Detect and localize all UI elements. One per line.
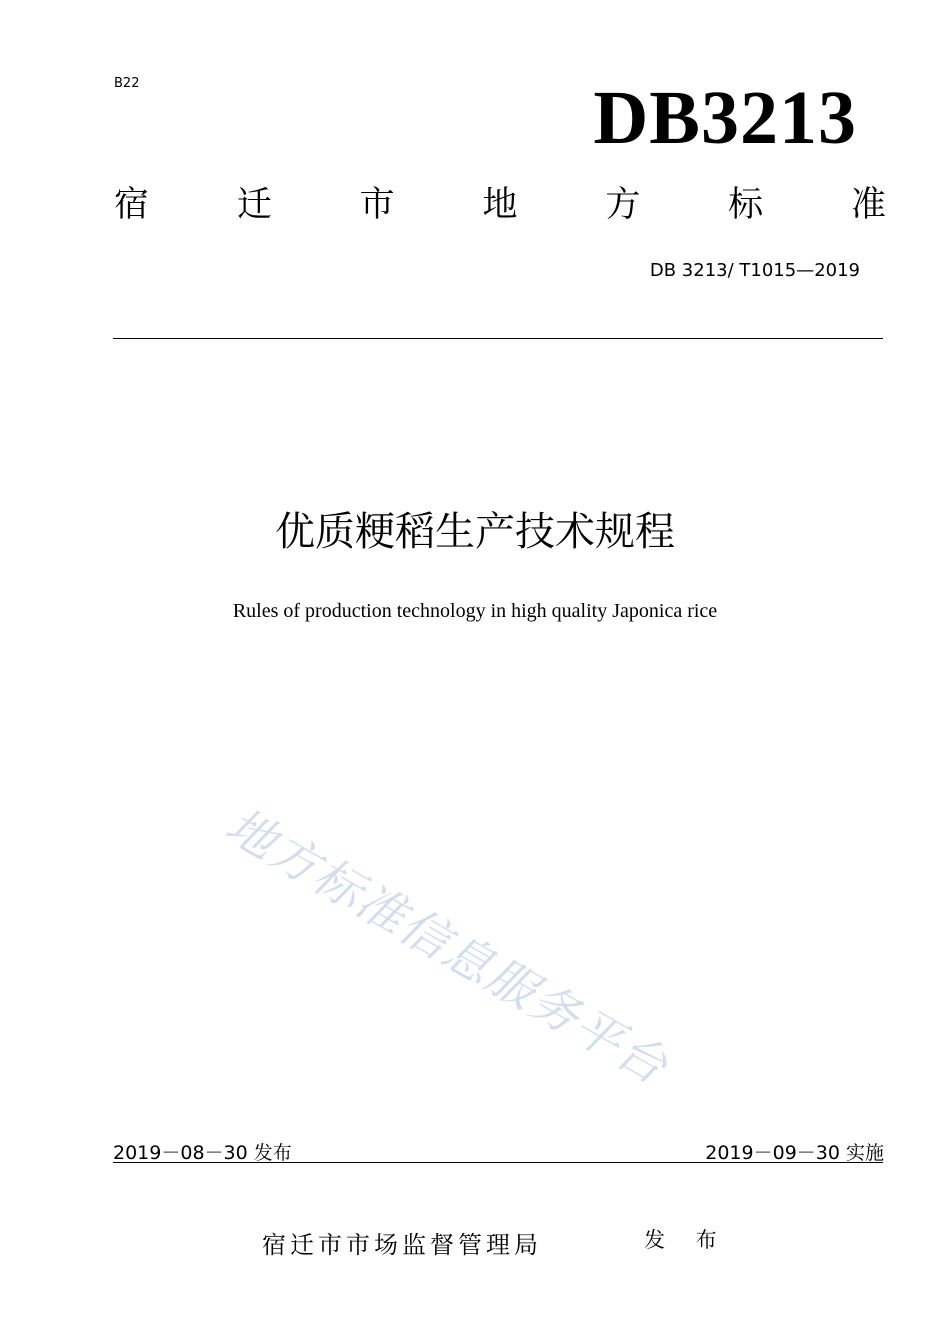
publish-label: 发 布 [644, 1228, 729, 1252]
standard-type-char: 宿 [114, 185, 150, 225]
standard-type-char: 标 [728, 185, 764, 225]
classification-code: B22 [114, 76, 140, 91]
header-divider [113, 338, 883, 339]
standard-type-heading [114, 185, 886, 225]
watermark: 地方标准信息服务平台 [216, 797, 678, 1097]
document-title-english: Rules of production technology in high quality Japonica rice [232, 600, 718, 622]
document-title-chinese: 优质粳稻生产技术规程 [275, 509, 675, 555]
issue-date: 2019－08－30 发布 [113, 1142, 292, 1164]
standard-type-char: 准 [850, 185, 886, 225]
standard-number: DB 3213/ T1015—2019 [649, 260, 860, 281]
standard-type-char: 市 [359, 185, 395, 225]
implementation-date: 2019－09－30 实施 [705, 1142, 884, 1164]
standard-type-char: 迁 [236, 185, 272, 225]
footer-divider [113, 1162, 883, 1163]
standard-code: DB3213 [593, 76, 857, 160]
standard-type-char: 地 [482, 185, 518, 225]
issuing-authority: 宿迁市市场监督管理局 [262, 1231, 542, 1259]
standard-type-char: 方 [605, 185, 641, 225]
